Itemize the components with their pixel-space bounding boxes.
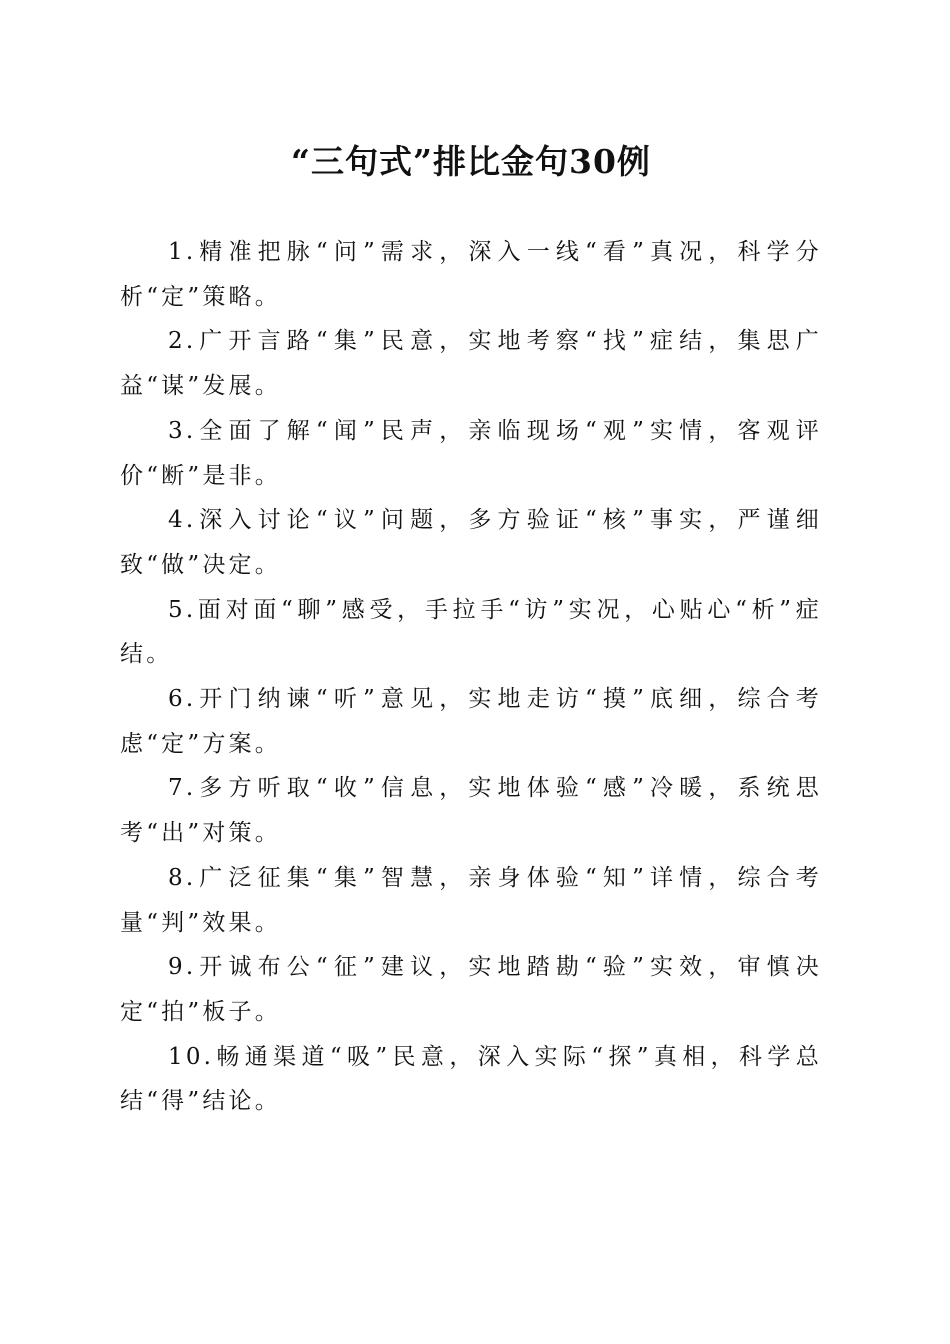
list-item: 6.开门纳谏“听”意见，实地走访“摸”底细，综合考虑“定”方案。 [120, 686, 822, 757]
list-item: 10.畅通渠道“吸”民意，深入实际“探”真相，科学总结“得”结论。 [120, 1043, 822, 1115]
list-item: 9.开诚布公“征”建议，实地踏勘“验”实效，审慎决定“拍”板子。 [120, 954, 822, 1025]
sentence-list [120, 230, 822, 1124]
list-item: 7.多方听取“收”信息，实地体验“感”冷暖，系统思考“出”对策。 [120, 775, 822, 847]
list-item: 5.面对面“聊”感受，手拉手“访”实况，心贴心“析”症结。 [120, 596, 822, 668]
list-item: 2.广开言路“集”民意，实地考察“找”症结，集思广益“谋”发展。 [120, 328, 822, 400]
list-item: 4.深入讨论“议”问题，多方验证“核”事实，严谨细致“做”决定。 [120, 507, 822, 578]
list-item: 3.全面了解“闻”民声，亲临现场“观”实情，客观评价“断”是非。 [120, 417, 822, 489]
list-item: 1.精准把脉“问”需求，深入一线“看”真况，科学分析“定”策略。 [120, 239, 822, 310]
page-title: “三句式”排比金句30例 [291, 142, 651, 181]
list-item: 8.广泛征集“集”智慧，亲身体验“知”详情，综合考量“判”效果。 [120, 864, 822, 936]
